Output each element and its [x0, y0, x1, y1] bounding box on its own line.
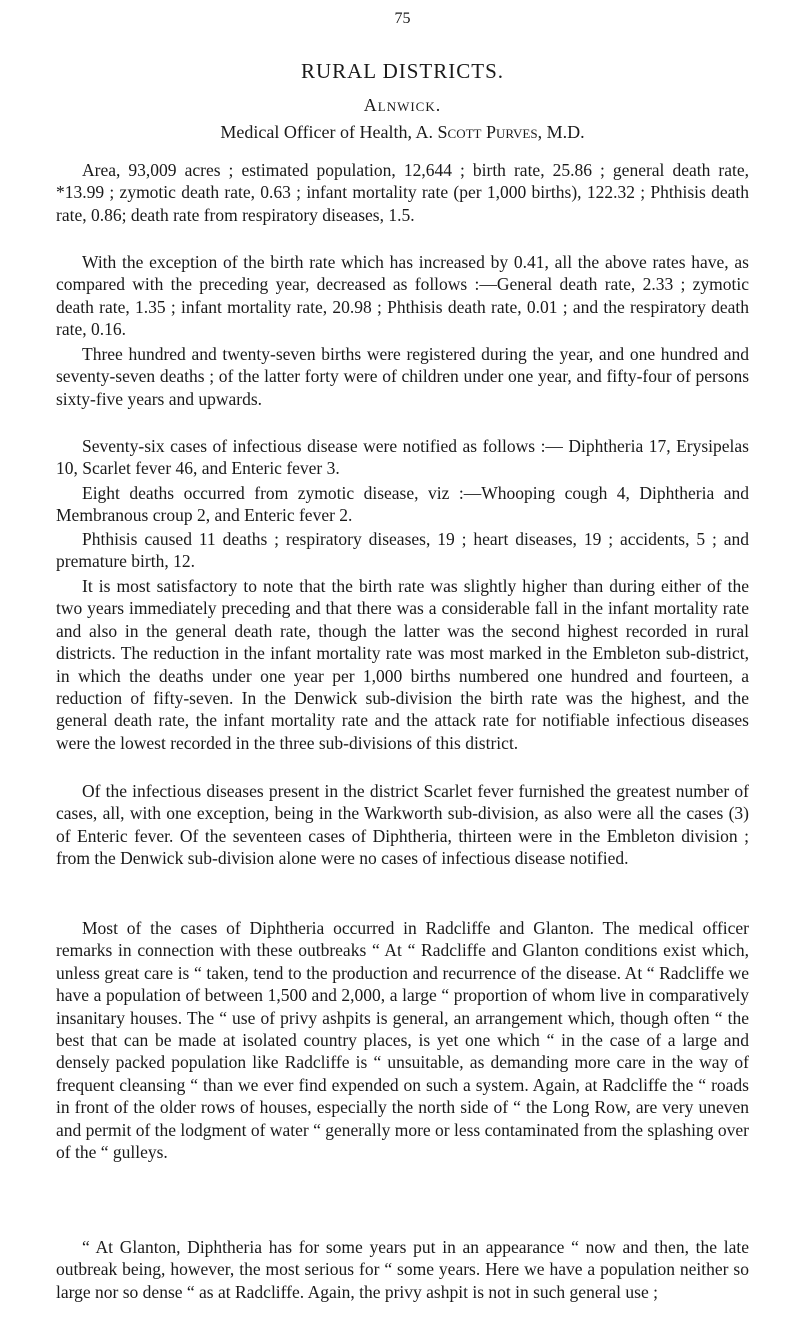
paragraph-causes-of-death: Phthisis caused 11 deaths ; respiratory diseases, 19 ; heart diseases, 19 ; accidents, 5 ; and premature birth, 12. — [56, 529, 749, 572]
document-page — [56, 0, 749, 1330]
officer-suffix: , M.D. — [537, 122, 585, 142]
paragraph-diphtheria-glanton: “ At Glanton, Diphtheria has for some years put in an appearance “ now and then, the late outbreak being, however, the most serious for “ some years. Here we have a population neither so large nor so dense “ as at Radcliffe. Again, the privy ashpit is not in such general use ; — [56, 1237, 749, 1302]
officer-name: Scott Purves — [437, 122, 538, 142]
section-title: RURAL DISTRICTS. — [300, 59, 505, 83]
paragraph-diphtheria-radcliffe: Most of the cases of Diphtheria occurred in Radcliffe and Glanton. The medical officer remarks in connection with these outbreaks “ At “ Radcliffe and Glanton conditions exist which, unless great care is “ taken, tend to the production and recurrence of the disease. At “ Radcliffe we have a population of between 1,500 and 2,000, a large “ proportion of whom live in comparatively insanitary houses. The “ use of privy ashpits is general, an arrangement which, though often “ the best that can be made at isolated country places, is yet one which “ in the case of a large and densely packed population like Radcliffe is “ unsuitable, as demanding more care in the way of frequent cleansing “ than we ever find expended on such a system. Again, at Radcliffe the “ roads in front of the older rows of houses, especially the north side of “ the Long Row, are very uneven and permit of the lodgment of water “ generally more or less contaminated from the splashing over of the “ gulleys. — [56, 918, 749, 1163]
officer-prefix: Medical Officer of Health, A. — [220, 122, 438, 142]
paragraph-rate-changes: With the exception of the birth rate which has increased by 0.41, all the above rates have, as compared with the preceding year, decreased as follows :—General death rate, 2.33 ; zymotic death rate, 1.35 ; infant mortality rate, 20.98 ; Phthisis death rate, 0.01 ; and the respiratory death rate, 0.16. — [56, 252, 749, 340]
medical-officer-line — [56, 122, 749, 143]
paragraph-births-deaths: Three hundred and twenty-seven births were registered during the year, and one hundred and seventy-seven deaths ; of the latter forty were of children under one year, and fifty-four of persons sixty-five years and upwards. — [56, 344, 749, 409]
paragraph-infectious-cases: Seventy-six cases of infectious disease were notified as follows :— Diphtheria 17, Erysipelas 10, Scarlet fever 46, and Enteric fever 3. — [56, 436, 749, 479]
paragraph-commentary: It is most satisfactory to note that the birth rate was slightly higher than during either of the two years immediately preceding and that there was a considerable fall in the infant mortality rate and also in the general death rate, though the latter was the second highest recorded in rural districts. The reduction in the infant mortality rate was most marked in the Embleton sub-district, in which the deaths under one year per 1,000 births numbered one hundred and fourteen, a reduction of fifty-seven. In the Denwick sub-division the birth rate was the highest, and the general death rate, the infant mortality rate and the attack rate for notifiable infectious diseases were the lowest recorded in the three sub-divisions of this district. — [56, 576, 749, 753]
district-heading: Alnwick. — [363, 95, 442, 115]
page-number: 75 — [394, 10, 411, 27]
paragraph-statistics: Area, 93,009 acres ; estimated population, 12,644 ; birth rate, 25.86 ; general death rate, *13.99 ; zymotic death rate, 0.63 ; infant mortality rate (per 1,000 births), 122.32 ; Phthisis death rate, 0.86; death rate from respiratory diseases, 1.5. — [56, 160, 749, 225]
paragraph-infectious-distribution: Of the infectious diseases present in the district Scarlet fever furnished the greatest number of cases, all, with one exception, being in the Warkworth sub-division, as also were all the cases (3) of Enteric fever. Of the seventeen cases of Diphtheria, thirteen were in the Embleton division ; from the Denwick sub-division alone were no cases of infectious disease notified. — [56, 781, 749, 869]
paragraph-zymotic-deaths: Eight deaths occurred from zymotic disease, viz :—Whooping cough 4, Diphtheria and Membranous croup 2, and Enteric fever 2. — [56, 483, 749, 526]
